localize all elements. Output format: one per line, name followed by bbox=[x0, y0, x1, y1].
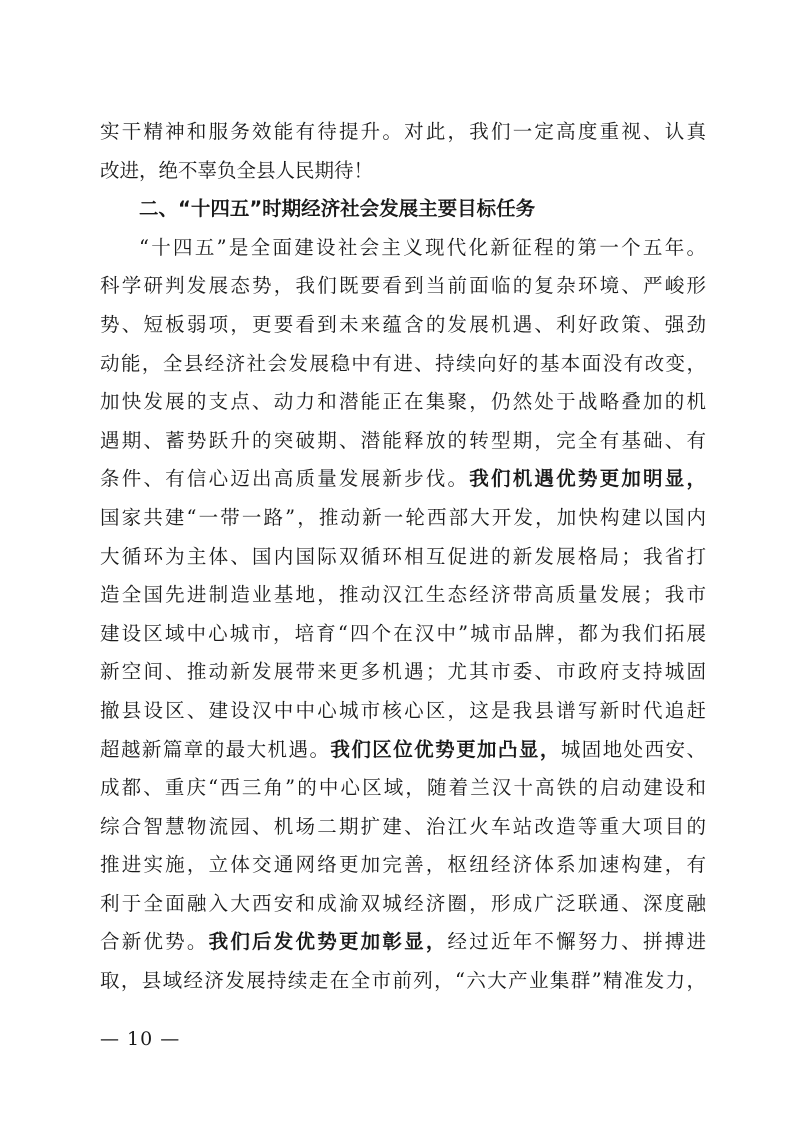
text-line bbox=[100, 731, 706, 770]
text-line: 成都、重庆“西三角”的中心区域，随着兰汉十高铁的启动建设和 bbox=[100, 776, 706, 800]
text-line: 科学研判发展态势，我们既要看到当前面临的复杂环境、严峻形 bbox=[100, 274, 706, 298]
text-line: 国家共建“一带一路”，推动新一轮西部大开发，加快构建以国内 bbox=[100, 505, 706, 529]
text-line bbox=[100, 460, 706, 499]
text-line: 推进实施，立体交通网络更加完善，枢纽经济体系加速构建，有 bbox=[100, 853, 706, 877]
body-text bbox=[100, 113, 706, 1001]
text-line: “十四五”是全面建设社会主义现代化新征程的第一个五年。 bbox=[139, 235, 706, 259]
page-number: — 10 — bbox=[100, 1028, 181, 1050]
text-line: 建设区域中心城市，培育“四个在汉中”城市品牌，都为我们拓展 bbox=[100, 621, 706, 645]
text-segment: 条件、有信心迈出高质量发展新步伐。 bbox=[100, 467, 470, 491]
text-segment: 超越新篇章的最大机遇。 bbox=[100, 737, 331, 761]
text-line: 造全国先进制造业基地，推动汉江生态经济带高质量发展；我市 bbox=[100, 583, 706, 607]
text-line: 综合智慧物流园、机场二期扩建、治江火车站改造等重大项目的 bbox=[100, 814, 706, 838]
text-line: 利于全面融入大西安和成渝双城经济圈，形成广泛联通、深度融 bbox=[100, 891, 706, 915]
text-line: 新空间、推动新发展带来更多机遇；尤其市委、市政府支持城固 bbox=[100, 660, 706, 684]
text-line: 实干精神和服务效能有待提升。对此，我们一定高度重视、认真 bbox=[100, 120, 706, 143]
text-line: 大循环为主体、国内国际双循环相互促进的新发展格局；我省打 bbox=[100, 544, 706, 568]
text-line: 撤县设区、建设汉中中心城市核心区，这是我县谱写新时代追赶 bbox=[100, 698, 706, 722]
text-line: 改进，绝不辜负全县人民期待！ bbox=[100, 158, 374, 182]
section-heading: 二、“十四五”时期经济社会发展主要目标任务 bbox=[139, 197, 536, 221]
text-line bbox=[100, 923, 706, 962]
bold-phrase: 我们区位优势更加凸显， bbox=[330, 737, 561, 761]
text-segment: 经过近年不懈努力、拼搏进 bbox=[447, 930, 706, 954]
text-line: 动能，全县经济社会发展稳中有进、持续向好的基本面没有改变， bbox=[100, 351, 706, 375]
text-segment: 合新优势。 bbox=[100, 930, 209, 954]
bold-phrase: 我们后发优势更加彰显， bbox=[208, 930, 448, 954]
text-segment: 城固地处西安、 bbox=[560, 737, 706, 761]
text-line: 加快发展的支点、动力和潜能正在集聚，仍然处于战略叠加的机 bbox=[100, 390, 706, 414]
bold-phrase: 我们机遇优势更加明显， bbox=[469, 467, 706, 491]
text-line: 势、短板弱项，更要看到未来蕴含的发展机遇、利好政策、强劲 bbox=[100, 312, 706, 336]
text-line: 遇期、蓄势跃升的突破期、潜能释放的转型期，完全有基础、有 bbox=[100, 428, 706, 452]
text-line: 取，县域经济发展持续走在全市前列，“六大产业集群”精准发力， bbox=[100, 969, 706, 993]
